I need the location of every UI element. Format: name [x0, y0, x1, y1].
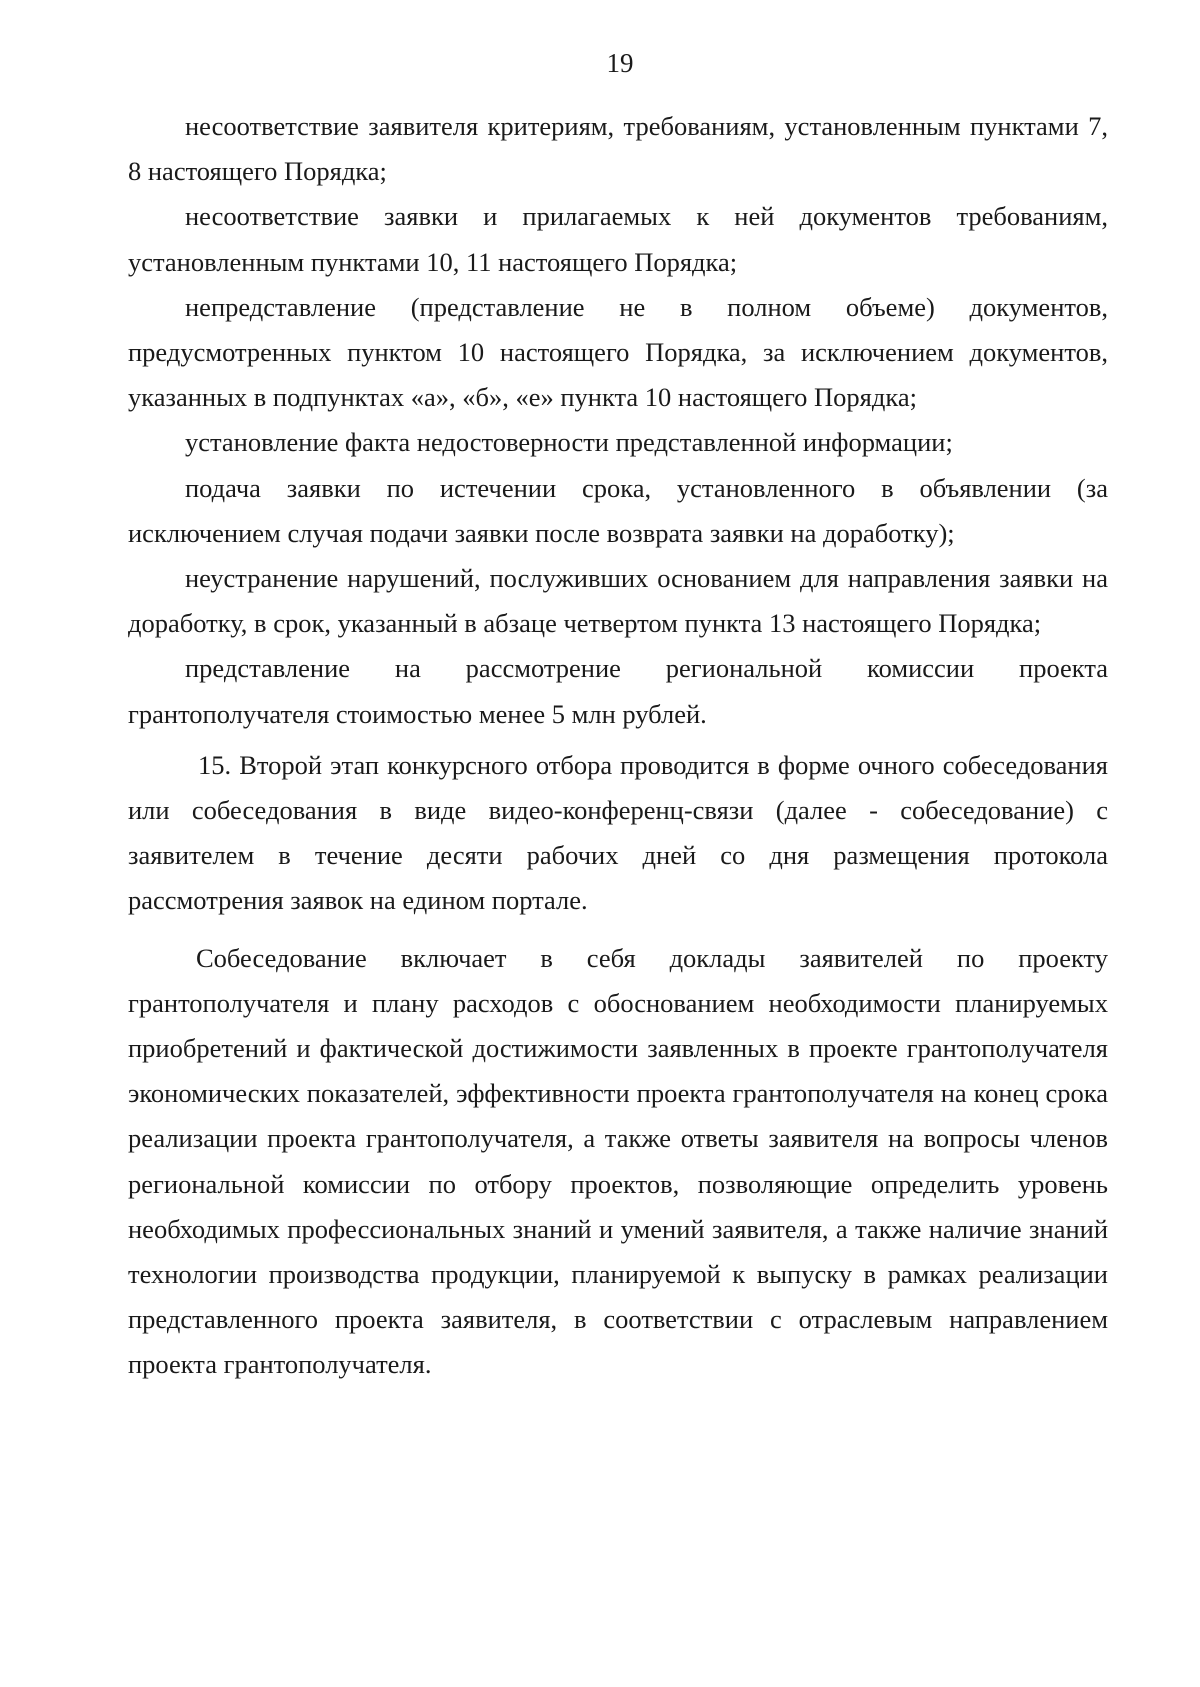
document-body: [128, 104, 1108, 1388]
paragraph-second-stage: 15. Второй этап конкурсного отбора проводится в форме очного собеседования или собеседования в виде видео-конференц-связи (далее - собеседование) с заявителем в течение десяти рабочих дней со дня размещения протокола рассмотрения заявок на едином портале.: [128, 749, 1108, 916]
paragraph-late-submission: подача заявки по истечении срока, установленного в объявлении (за исключением случая подачи заявки после возврата заявки на доработку);: [128, 472, 1108, 548]
page-number: 19: [606, 48, 634, 78]
paragraph-false-information: установление факта недостоверности представленной информации;: [185, 427, 953, 458]
paragraph-criteria-mismatch: несоответствие заявителя критериям, требованиям, установленным пунктами 7, 8 настоящего Порядка;: [128, 111, 1108, 187]
paragraph-interview-content: Собеседование включает в себя доклады заявителей по проекту грантополучателя и плану расходов с обоснованием необходимости планируемых приобретений и фактической достижимости заявленных в проекте грантополучателя экономических показателей, эффективности проекта грантополучателя на конец срока реализации проекта грантополучателя, а также ответы заявителя на вопросы членов региональной комиссии по отбору проектов, позволяющие определить уровень необходимых профессиональных знаний и умений заявителя, а также наличие знаний технологии производства продукции, планируемой к выпуску в рамках реализации представленного проекта заявителя, в соответствии с отраслевым направлением проекта грантополучателя.: [128, 942, 1108, 1380]
paragraph-missing-documents: непредставление (представление не в полном объеме) документов, предусмотренных пунктом 10 настоящего Порядка, за исключением документов, указанных в подпунктах «а», «б», «е» пункта 10 настоящего Порядка;: [128, 291, 1108, 413]
paragraph-unremedied-violations: неустранение нарушений, послуживших основанием для направления заявки на доработку, в срок, указанный в абзаце четвертом пункта 13 настоящего Порядка;: [128, 563, 1108, 639]
paragraph-project-cost: представление на рассмотрение региональной комиссии проекта грантополучателя стоимостью менее 5 млн рублей.: [128, 653, 1108, 729]
paragraph-application-mismatch: несоответствие заявки и прилагаемых к ней документов требованиям, установленным пунктами 10, 11 настоящего Порядка;: [128, 201, 1108, 277]
